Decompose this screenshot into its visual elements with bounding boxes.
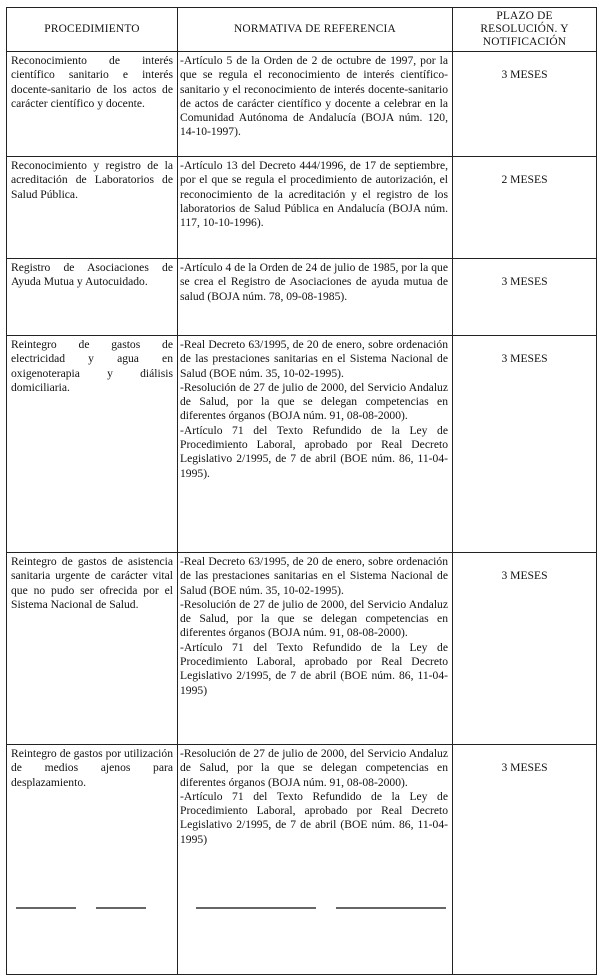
table-header-row (7, 8, 597, 52)
normativa-item: -Artículo 71 del Texto Refundido de la Ley de Procedimiento Laboral, aprobado por Real Decreto Legislativo 2/1995, de 7 de abril (BOE núm. 86, 11-04-1995) (180, 789, 448, 846)
table-row (7, 52, 597, 157)
normativa-item: -Artículo 71 del Texto Refundido de la Ley de Procedimiento Laboral, aprobado por Real Decreto Legislativo 2/1995, de 7 de abril (BOE núm. 86, 11-04-1995). (180, 423, 448, 480)
plazo-cell: 3 MESES (453, 52, 597, 157)
procedimiento-cell: Registro de Asociaciones de Ayuda Mutua y Autocuidado. (7, 259, 178, 336)
cut-off-next-row (6, 905, 596, 915)
normativa-cell (178, 259, 453, 336)
normativa-item: -Artículo 5 de la Orden de 2 de octubre de 1997, por la que se regula el reconocimiento de interés científico-sanitario y el reconocimiento de interés docente-sanitario de actos de carácter científico y docente a celebrar en la Comunidad Autónoma de Andalucía (BOJA núm. 120, 14-10-1997). (180, 54, 448, 139)
normativa-item: -Artículo 13 del Decreto 444/1996, de 17 de septiembre, por el que se regula el procedimiento de autorización, el reconocimiento de la acreditación y el registro de los laboratorios de Salud Pública en Andalucía (BOJA núm. 117, 10-10-1996). (180, 159, 448, 230)
normativa-cell (178, 745, 453, 975)
procedimiento-cell: Reintegro de gastos por utilización de medios ajenos para desplazamiento. (7, 745, 178, 975)
normativa-item: -Artículo 4 de la Orden de 24 de julio de 1985, por la que se crea el Registro de Asociaciones de ayuda mutua de salud (BOJA núm. 78, 09-08-1985). (180, 261, 448, 303)
normativa-cell (178, 553, 453, 745)
plazo-cell: 3 MESES (453, 259, 597, 336)
procedimiento-cell: Reintegro de gastos de electricidad y agua en oxigenoterapia y diálisis domiciliaria. (7, 336, 178, 553)
plazo-cell: 3 MESES (453, 336, 597, 553)
header-plazo-line2: RESOLUCIÓN. Y (480, 23, 569, 35)
table-row (7, 553, 597, 745)
procedimiento-cell: Reintegro de gastos de asistencia sanitaria urgente de carácter vital que no pudo ser ofrecida por el Sistema Nacional de Salud. (7, 553, 178, 745)
procedures-table (6, 7, 597, 975)
plazo-cell: 3 MESES (453, 553, 597, 745)
table-row (7, 745, 597, 975)
table-row (7, 259, 597, 336)
plazo-cell: 3 MESES (453, 745, 597, 975)
header-plazo-line1: PLAZO DE (496, 10, 553, 22)
procedimiento-cell: Reconocimiento de interés científico sanitario e interés docente-sanitario de los actos de carácter científico y docente. (7, 52, 178, 157)
normativa-item: -Resolución de 27 de julio de 2000, del Servicio Andaluz de Salud, por la que se delegan competencias en diferentes órganos (BOJA núm. 91, 08-08-2000). (180, 597, 448, 640)
procedimiento-cell: Reconocimiento y registro de la acreditación de Laboratorios de Salud Pública. (7, 157, 178, 259)
normativa-item: -Resolución de 27 de julio de 2000, del Servicio Andaluz de Salud, por la que se delegan competencias en diferentes órganos (BOJA núm. 91, 08-08-2000). (180, 747, 448, 789)
header-plazo-line3: NOTIFICACIÓN (482, 36, 567, 48)
header-normativa: NORMATIVA DE REFERENCIA (178, 8, 453, 52)
plazo-cell: 2 MESES (453, 157, 597, 259)
normativa-item: -Artículo 71 del Texto Refundido de la Ley de Procedimiento Laboral, aprobado por Real Decreto Legislativo 2/1995, de 7 de abril (BOE núm. 86, 11-04-1995) (180, 640, 448, 697)
table-row (7, 336, 597, 553)
normativa-cell (178, 336, 453, 553)
header-plazo (453, 8, 597, 52)
normativa-item: -Resolución de 27 de julio de 2000, del Servicio Andaluz de Salud, por la que se delegan competencias en diferentes órganos (BOJA núm. 91, 08-08-2000). (180, 380, 448, 423)
normativa-item: -Real Decreto 63/1995, de 20 de enero, sobre ordenación de las prestaciones sanitarias en el Sistema Nacional de Salud (BOE núm. 35, 10-02-1995). (180, 555, 448, 597)
table-row (7, 157, 597, 259)
normativa-cell (178, 52, 453, 157)
normativa-cell (178, 157, 453, 259)
normativa-item: -Real Decreto 63/1995, de 20 de enero, sobre ordenación de las prestaciones sanitarias en el Sistema Nacional de Salud (BOE núm. 35, 10-02-1995). (180, 338, 448, 380)
header-procedimiento: PROCEDIMIENTO (7, 8, 178, 52)
